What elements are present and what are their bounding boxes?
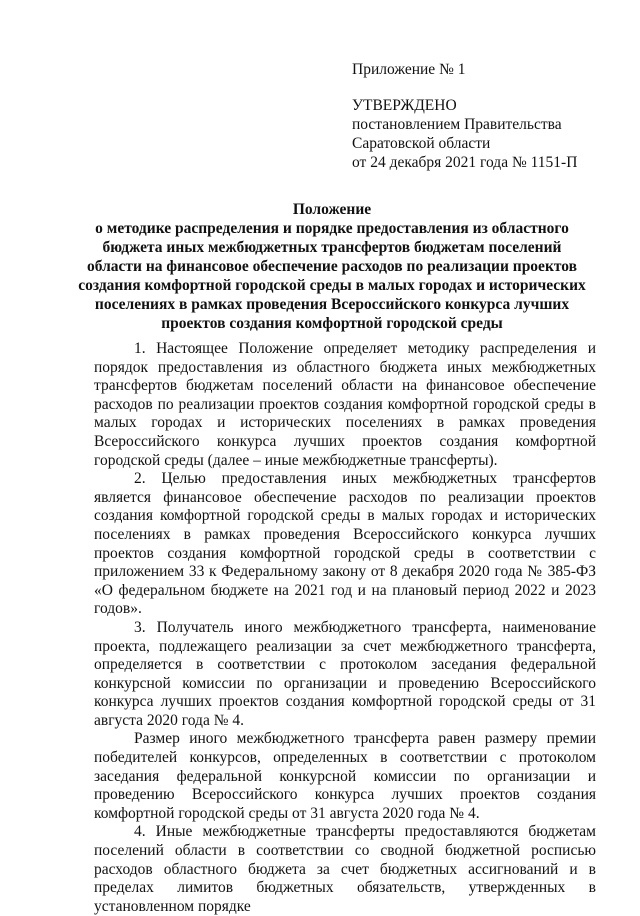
approval-block bbox=[352, 60, 622, 172]
title-line: области на финансовое обеспечение расходов по реализации проектов bbox=[86, 258, 578, 275]
paragraph: 3. Получатель иного межбюджетного трансферта, наименование проекта, подлежащего реализации за счет межбюджетного трансферта, определяется в соответствии с протоколом заседания федеральной конкурсной комиссии по организации и проведению Всероссийского конкурса лучших проектов создания комфортной городской среды от 31 августа 2020 года № 4. bbox=[94, 618, 596, 729]
appendix-number: Приложение № 1 bbox=[352, 61, 466, 78]
title-line: проектов создания комфортной городской среды bbox=[161, 315, 503, 332]
paragraph: 4. Иные межбюджетные трансферты предоставляются бюджетам поселений области в соответствии со сводной бюджетной росписью расходов областного бюджета за счет бюджетных ассигнований и в пределах лимитов бюджетных обязательств, утвержденных в установленном порядке bbox=[94, 823, 596, 915]
title-line: о методике распределения и порядке предоставления из областного bbox=[95, 220, 569, 237]
paragraph: 1. Настоящее Положение определяет методику распределения и порядок предоставления из областного бюджета иных межбюджетных трансфертов бюджетам поселений области на финансовое обеспечение расходов по реализации проектов создания комфортной городской среды в малых городах и исторических поселениях в рамках проведения Всероссийского конкурса лучших проектов создания комфортной городской среды (далее – иные межбюджетные трансферты). bbox=[94, 340, 596, 469]
title-line: бюджета иных межбюджетных трансфертов бюджетам поселений bbox=[102, 239, 562, 256]
paragraph: 2. Целью предоставления иных межбюджетных трансфертов является финансовое обеспечение расходов по реализации проектов создания комфортной городской среды в малых городах и исторических поселениях в рамках проведения Всероссийского конкурса лучших проектов создания комфортной городской среды в соответствии с приложением 33 к Федеральному закону от 8 декабря 2020 года № 385-ФЗ «О федеральном бюджете на 2021 год и на плановый период 2022 и 2023 годов». bbox=[94, 470, 596, 618]
approval-line: Саратовской области bbox=[352, 135, 491, 152]
title-line: поселениях в рамках проведения Всероссийского конкурса лучших bbox=[94, 296, 570, 313]
paragraph: Размер иного межбюджетного трансферта равен размеру премии победителей конкурсов, определенных в соответствии с протоколом заседания федеральной конкурсной комиссии по организации и проведению Всероссийского конкурса лучших проектов создания комфортной городской среды от 31 августа 2020 года № 4. bbox=[94, 730, 596, 822]
document-title bbox=[70, 200, 594, 333]
approval-line: постановлением Правительства bbox=[352, 116, 562, 133]
document-body bbox=[94, 340, 596, 916]
approval-date-line: от 24 декабря 2021 года № 1151-П bbox=[352, 154, 578, 171]
title-line: создания комфортной городской среды в малых городах и исторических bbox=[78, 277, 586, 294]
title-line: Положение bbox=[292, 201, 372, 218]
approved-stamp-text: УТВЕРЖДЕНО bbox=[352, 97, 457, 114]
